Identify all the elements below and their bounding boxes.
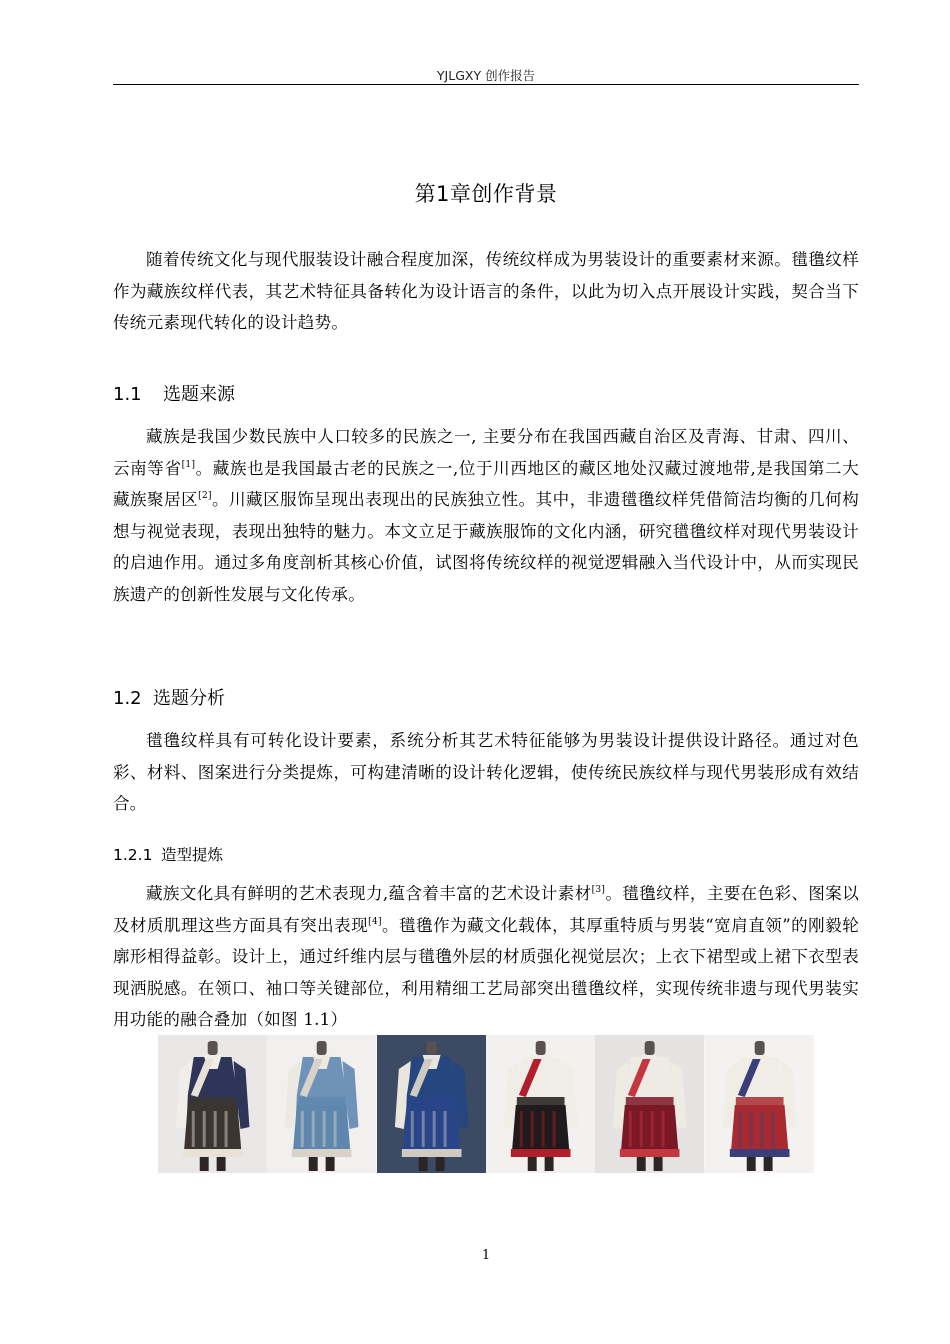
subsection-heading-1-2-1 xyxy=(113,843,223,865)
section-number: 1.2 xyxy=(113,688,142,709)
citation-4: [4] xyxy=(368,916,382,927)
section-heading-1-2 xyxy=(113,684,225,710)
chapter-title: 第1章创作背景 xyxy=(414,182,558,206)
text-run: 。藏族也是我国最古老的民族之一,位于川西地区的藏区地处汉藏过渡地带,是我国第二大藏族聚居区 xyxy=(113,458,859,509)
section-number: 1.1 xyxy=(113,384,142,405)
figure-garment-photos xyxy=(158,1035,814,1173)
garment-photo-6 xyxy=(705,1035,814,1173)
section-1-2-1-paragraph xyxy=(113,878,859,1036)
section-title: 选题来源 xyxy=(163,384,235,405)
garment-photo-3 xyxy=(377,1035,486,1173)
section-1-2-paragraph: 氆氇纹样具有可转化设计要素，系统分析其艺术特征能够为男装设计提供设计路径。通过对色彩、材料、图案进行分类提炼，可构建清晰的设计转化逻辑，使传统民族纹样与现代男装形成有效结合。 xyxy=(113,731,859,813)
text-run: 藏族是我国少数民族中人口较多的民族之一, 主要分布在我国西藏自治区及青海、甘肃、四川、 云南等省 xyxy=(113,427,859,478)
garment-photo-1 xyxy=(158,1035,267,1173)
header-rule xyxy=(113,84,859,85)
section-heading-1-1 xyxy=(113,380,235,406)
text-run: 藏族文化具有鲜明的艺术表现力,蕴含着丰富的艺术设计素材 xyxy=(146,884,592,903)
citation-3: [3] xyxy=(591,885,606,895)
intro-paragraph: 随着传统文化与现代服装设计融合程度加深，传统纹样成为男装设计的重要素材来源。氆氇纹样作为藏族纹样代表，其艺术特征具备转化为设计语言的条件，以此为切入点开展设计实践，契合当下传统元素现代转化的设计趋势。 xyxy=(113,250,859,332)
citation-2: [2] xyxy=(198,491,212,501)
garment-photo-5 xyxy=(595,1035,704,1173)
section-title: 选题分析 xyxy=(153,688,225,709)
garment-photo-4 xyxy=(486,1035,595,1173)
page-header: YJLGXY 创作报告 xyxy=(436,68,536,83)
garment-photo-2 xyxy=(267,1035,376,1173)
section-1-1-paragraph xyxy=(113,421,859,610)
text-run: 。氆氇作为藏文化载体，其厚重特质与男装“宽肩直领”的刚毅轮廓形相得益彰。设计上，通过纤维内层与氆氇外层的材质强化视觉层次；上衣下裙型或上裙下衣型表现洒脱感。在领口、袖口等关键部位，利用精细工艺局部突出氆氇纹样，实现传统非遗与现代男装实用功能的融合叠加（如图 1.1） xyxy=(113,915,860,1029)
citation-1: [1] xyxy=(181,459,196,470)
page-number: 1 xyxy=(481,1248,491,1263)
subsection-title: 造型提炼 xyxy=(161,846,224,864)
text-run: 。氆氇纹样，主要在色彩、图案以及材质肌理这些方面具有突出表现 xyxy=(113,884,859,935)
subsection-number: 1.2.1 xyxy=(113,846,153,864)
text-run: 。川藏区服饰呈现出表现出的民族独立性。其中，非遗氆氇纹样凭借简洁均衡的几何构想与视觉表现，表现出独特的魅力。本文立足于藏族服饰的文化内涵，研究氆氇纹样对现代男装设计的启迪作用。通过多角度剖析其核心价值，试图将传统纹样的视觉逻辑融入当代设计中，从而实现民族遗产的创新性发展与文化传承。 xyxy=(113,490,859,604)
